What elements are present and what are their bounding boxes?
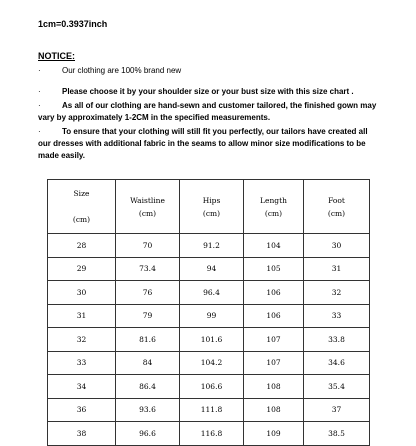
cell-foot: 33.8: [304, 328, 370, 352]
cell-waistline: 70: [116, 234, 180, 258]
cell-hips: 111.8: [180, 398, 244, 422]
notice-item-choose-size: [38, 86, 380, 98]
bullet-icon: ·: [38, 87, 41, 96]
table-row: [48, 351, 370, 375]
header-unit: (cm): [264, 208, 283, 218]
table-row: [48, 398, 370, 422]
cell-foot: 37: [304, 398, 370, 422]
table-row: [48, 257, 370, 281]
header-label: Length: [260, 195, 287, 205]
cell-length: 108: [244, 398, 304, 422]
cell-hips: 99: [180, 304, 244, 328]
cell-waistline: 79: [116, 304, 180, 328]
cell-size: 33: [48, 351, 116, 375]
cell-foot: 35.4: [304, 375, 370, 399]
cell-foot: 34.6: [304, 351, 370, 375]
header-unit: (cm): [72, 214, 91, 224]
table-row: [48, 375, 370, 399]
bullet-icon: ·: [38, 66, 41, 75]
notice-text: As all of our clothing are hand-sewn and customer tailored, the finished gown may vary by approximately 1-2CM in the specified measurements.: [38, 101, 377, 122]
notice-item-brand-new: [38, 65, 380, 77]
cell-waistline: 93.6: [116, 398, 180, 422]
notice-text: Please choose it by your shoulder size or your bust size with this size chart .: [62, 87, 354, 96]
cell-waistline: 73.4: [116, 257, 180, 281]
cell-waistline: 86.4: [116, 375, 180, 399]
cell-foot: 32: [304, 281, 370, 305]
table-row: [48, 281, 370, 305]
cell-size: 29: [48, 257, 116, 281]
header-unit: (cm): [327, 208, 346, 218]
table-row: [48, 304, 370, 328]
size-chart-table: [47, 179, 370, 446]
cell-length: 104: [244, 234, 304, 258]
bullet-icon: ·: [38, 101, 41, 110]
cell-length: 108: [244, 375, 304, 399]
cell-size: 31: [48, 304, 116, 328]
table-row: [48, 234, 370, 258]
notice-heading: NOTICE:: [38, 51, 75, 61]
cell-size: 38: [48, 422, 116, 446]
header-cell-waistline: [116, 180, 180, 234]
header-cell-hips: [180, 180, 244, 234]
cell-length: 107: [244, 351, 304, 375]
cell-size: 36: [48, 398, 116, 422]
header-cell-size: [48, 180, 116, 234]
cell-size: 28: [48, 234, 116, 258]
bullet-icon: ·: [38, 127, 41, 136]
cell-hips: 116.8: [180, 422, 244, 446]
cell-length: 107: [244, 328, 304, 352]
cell-waistline: 96.6: [116, 422, 180, 446]
header-unit: (cm): [138, 208, 157, 218]
cell-hips: 96.4: [180, 281, 244, 305]
notice-item-additional-fabric: [38, 126, 380, 162]
header-label: Size: [73, 188, 90, 198]
cell-length: 109: [244, 422, 304, 446]
header-cell-foot: [304, 180, 370, 234]
cell-waistline: 76: [116, 281, 180, 305]
table-row: [48, 328, 370, 352]
header-label: Hips: [202, 195, 221, 205]
header-label: Foot: [328, 195, 345, 205]
cell-size: 34: [48, 375, 116, 399]
cell-foot: 30: [304, 234, 370, 258]
cell-size: 30: [48, 281, 116, 305]
cell-foot: 31: [304, 257, 370, 281]
cell-hips: 94: [180, 257, 244, 281]
header-unit: (cm): [202, 208, 221, 218]
unit-conversion-note: 1cm=0.3937inch: [38, 19, 108, 29]
notice-item-hand-sewn: [38, 100, 380, 124]
cell-hips: 101.6: [180, 328, 244, 352]
cell-foot: 38.5: [304, 422, 370, 446]
cell-length: 105: [244, 257, 304, 281]
cell-length: 106: [244, 281, 304, 305]
cell-hips: 106.6: [180, 375, 244, 399]
cell-length: 106: [244, 304, 304, 328]
cell-foot: 33: [304, 304, 370, 328]
table-header-row: [48, 180, 370, 234]
cell-waistline: 84: [116, 351, 180, 375]
notice-text: To ensure that your clothing will still fit you perfectly, our tailors have created all our dresses with additional fabric in the seams to allow minor size modifications to be made easily.: [38, 127, 368, 160]
header-label: Waistline: [130, 195, 165, 205]
cell-waistline: 81.6: [116, 328, 180, 352]
cell-hips: 104.2: [180, 351, 244, 375]
table-row: [48, 422, 370, 446]
cell-size: 32: [48, 328, 116, 352]
cell-hips: 91.2: [180, 234, 244, 258]
header-cell-length: [244, 180, 304, 234]
notice-text: Our clothing are 100% brand new: [62, 66, 182, 75]
